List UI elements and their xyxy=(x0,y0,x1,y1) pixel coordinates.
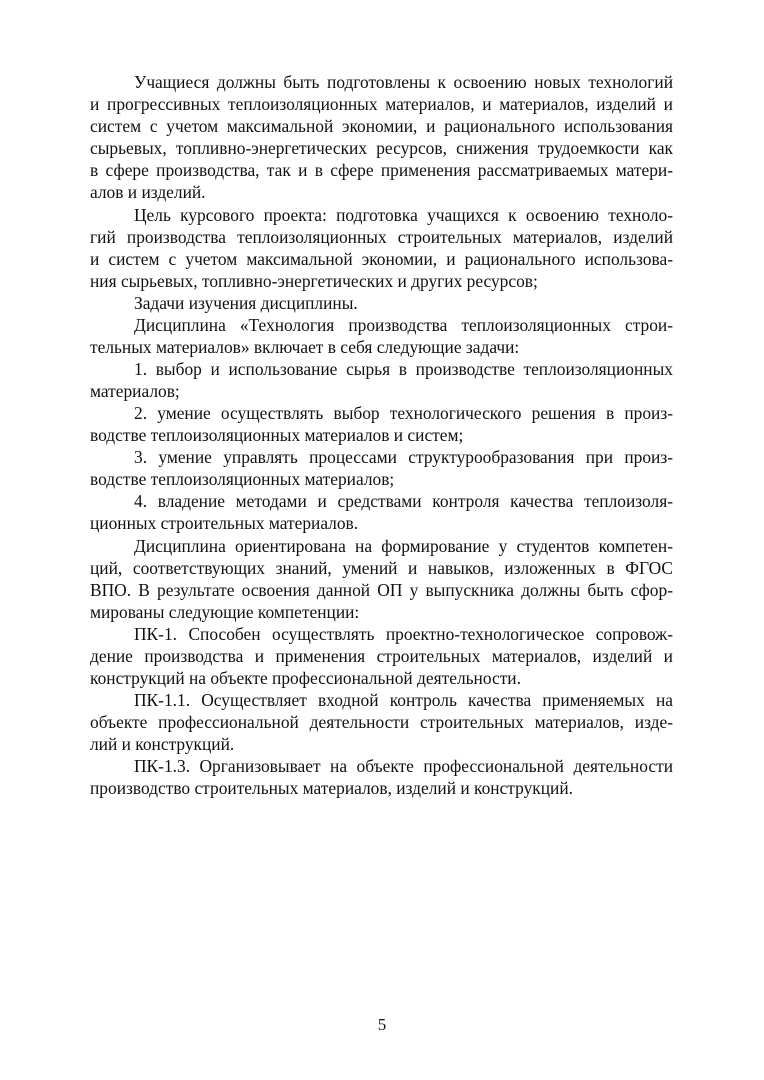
text-line: ций, соответствующих знаний, умений и навыков, изложенных в ФГОС xyxy=(90,558,673,578)
text-line: Учащиеся должны быть подготовлены к освоению новых технологий xyxy=(134,72,673,92)
text-line: гий производства теплоизоляционных строительных материалов, изделий xyxy=(90,227,673,247)
text-line: Задачи изучения дисциплины. xyxy=(134,293,358,313)
page-number: 5 xyxy=(377,1015,387,1034)
text-line: и систем с учетом максимальной экономии, и рационального использова- xyxy=(90,249,673,269)
text-line: лий и конструкций. xyxy=(90,734,235,754)
text-line: конструкций на объекте профессиональной деятельности. xyxy=(90,668,521,688)
text-line: материалов; xyxy=(90,381,180,401)
text-line: водстве теплоизоляционных материалов; xyxy=(90,469,395,489)
text-line: ния сырьевых, топливно-энергетических и других ресурсов; xyxy=(90,271,538,291)
text-line: Дисциплина ориентирована на формирование у студентов компетен- xyxy=(134,536,673,556)
text-line: производство строительных материалов, изделий и конструкций. xyxy=(90,778,573,798)
text-line: ционных строительных материалов. xyxy=(90,513,359,533)
text-line: мированы следующие компетенции: xyxy=(90,602,360,622)
text-line: систем с учетом максимальной экономии, и рационального использования xyxy=(90,116,673,136)
text-line: сырьевых, топливно-энергетических ресурсов, снижения трудоемкости как xyxy=(90,138,673,158)
text-line: 4. владение методами и средствами контроля качества теплоизоля- xyxy=(134,491,673,511)
text-line: 3. умение управлять процессами структурообразования при произ- xyxy=(134,447,673,467)
text-line: ПК-1.1. Осуществляет входной контроль качества применяемых на xyxy=(134,690,673,710)
text-line: ПК-1. Способен осуществлять проектно-технологическое сопровож- xyxy=(134,624,673,644)
text-line: дение производства и применения строительных материалов, изделий и xyxy=(90,646,673,666)
text-line: алов и изделий. xyxy=(90,182,206,202)
text-line: и прогрессивных теплоизоляционных материалов, и материалов, изделий и xyxy=(90,94,673,114)
text-line: ПК-1.3. Организовывает на объекте профессиональной деятельности xyxy=(134,756,673,776)
text-line: 2. умение осуществлять выбор технологического решения в произ- xyxy=(134,403,673,423)
text-line: Цель курсового проекта: подготовка учащихся к освоению техноло- xyxy=(134,205,673,225)
text-line: ВПО. В результате освоения данной ОП у выпускника должны быть сфор- xyxy=(90,580,673,600)
text-line: 1. выбор и использование сырья в производстве теплоизоляционных xyxy=(134,359,673,379)
text-line: тельных материалов» включает в себя следующие задачи: xyxy=(90,337,520,357)
text-line: водстве теплоизоляционных материалов и систем; xyxy=(90,425,464,445)
text-line: объекте профессиональной деятельности строительных материалов, изде- xyxy=(90,712,673,732)
text-line: в сфере производства, так и в сфере применения рассматриваемых матери- xyxy=(90,160,673,180)
text-line: Дисциплина «Технология производства теплоизоляционных строи- xyxy=(134,315,673,335)
